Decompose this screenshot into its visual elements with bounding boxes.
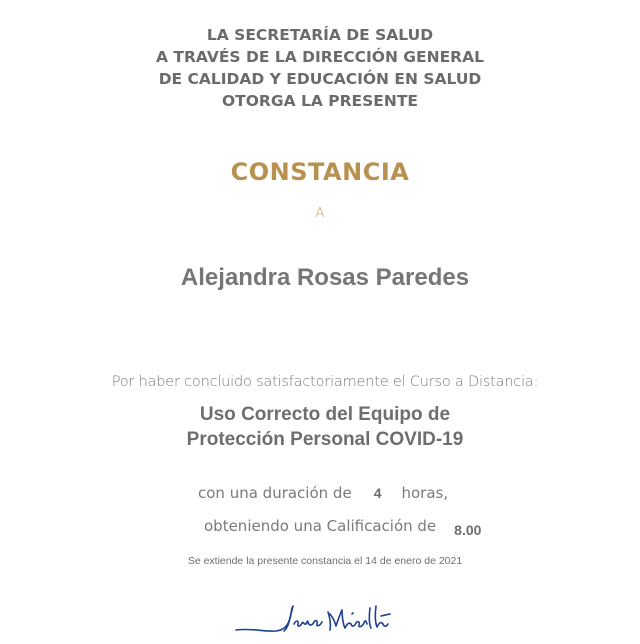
grade-value: 8.00 bbox=[454, 522, 482, 538]
duration-value: 4 bbox=[373, 485, 382, 501]
issue-date-text: Se extiende la presente constancia el 14 de enero de 2021 bbox=[187, 555, 463, 567]
certificate-title: CONSTANCIA bbox=[230, 158, 410, 186]
issuer-line-4: OTORGA LA PRESENTE bbox=[221, 92, 418, 110]
signature-icon bbox=[232, 596, 422, 640]
issuer-line-3: DE CALIDAD Y EDUCACIÓN EN SALUD bbox=[158, 70, 482, 88]
issuer-header bbox=[0, 24, 640, 112]
issuer-line-1: LA SECRETARÍA DE SALUD bbox=[206, 26, 434, 44]
course-title-line-2: Protección Personal COVID-19 bbox=[186, 429, 464, 450]
to-label: A bbox=[315, 206, 325, 221]
grade-line bbox=[204, 517, 482, 538]
course-title-line-1: Uso Correcto del Equipo de bbox=[199, 404, 451, 425]
issuer-line-2: A TRAVÉS DE LA DIRECCIÓN GENERAL bbox=[155, 48, 484, 66]
recipient-name: Alejandra Rosas Paredes bbox=[180, 264, 470, 291]
duration-prefix: con una duración de bbox=[198, 484, 352, 502]
course-title bbox=[0, 402, 640, 452]
grade-prefix: obteniendo una Calificación de bbox=[204, 517, 437, 535]
completion-reason: Por haber concluido satisfactoriamente el Curso a Distancia: bbox=[111, 374, 539, 390]
duration-line bbox=[198, 484, 448, 502]
duration-suffix: horas, bbox=[401, 484, 449, 502]
signature bbox=[232, 596, 422, 640]
